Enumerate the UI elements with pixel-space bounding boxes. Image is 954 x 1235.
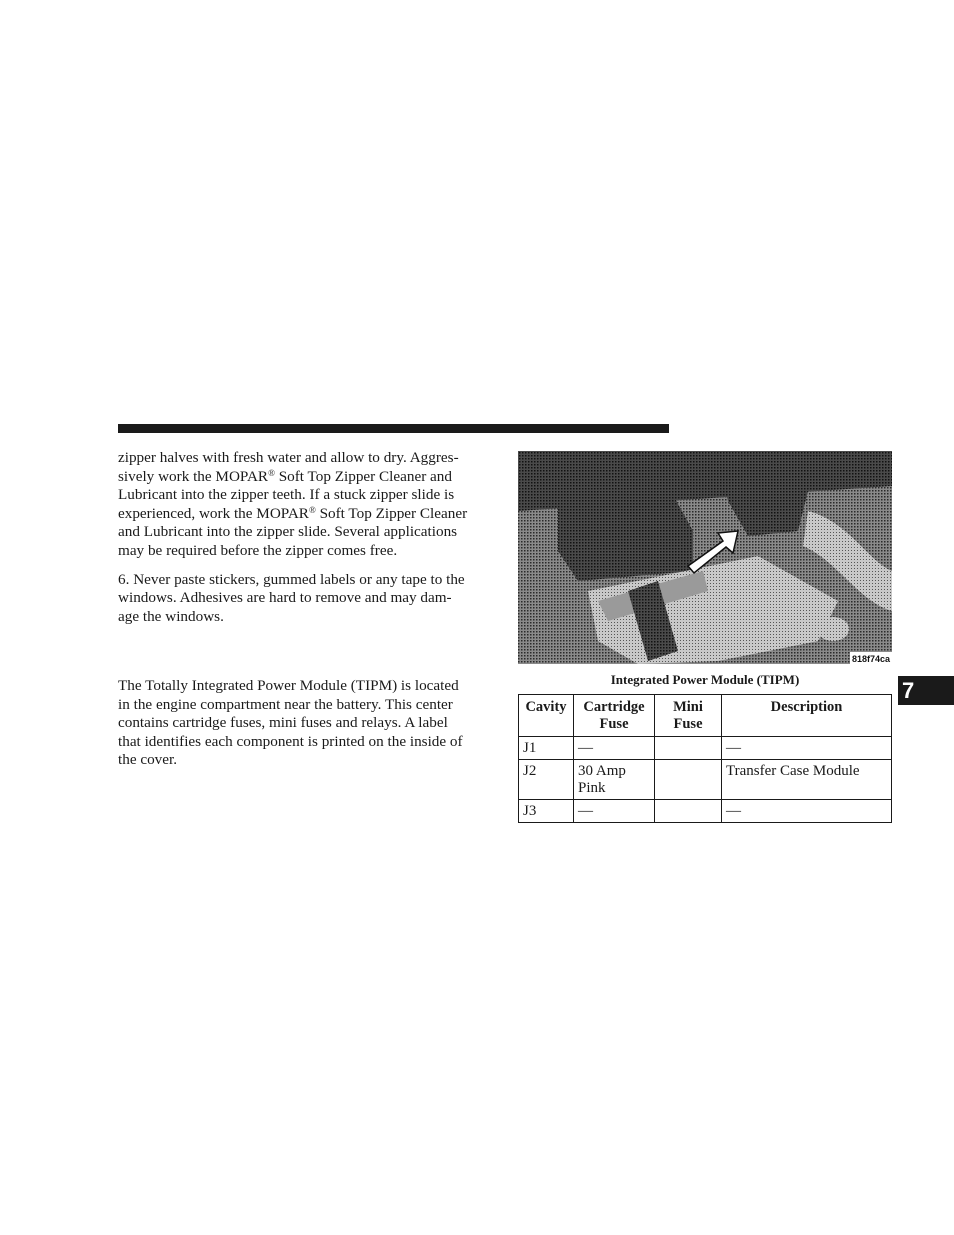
table-header-row — [519, 695, 892, 737]
header-cavity: Cavity — [519, 695, 574, 737]
cell-cartridge: 30 Amp Pink — [574, 760, 655, 800]
section-rule — [118, 424, 669, 433]
cell-description: — — [722, 800, 892, 823]
table-row — [519, 737, 892, 760]
header-cartridge-fuse: Cartridge Fuse — [574, 695, 655, 737]
figure-code-label: 818f74ca — [852, 654, 891, 664]
cell-mini — [655, 737, 722, 760]
paragraph-zipper-cleaning: zipper halves with fresh water and allow to dry. Aggres- sively work the MOPAR® Soft Top Zipper Cleaner and Lubricant into the zipper teeth. If a stuck zipper slide is experienced, work the MOPAR® Soft Top Zipper Cleaner and Lubricant into the zipper slide. Several applications may be required before the zipper comes free. — [118, 449, 468, 559]
table-row — [519, 800, 892, 823]
cell-cavity: J2 — [519, 760, 574, 800]
cell-mini — [655, 760, 722, 800]
figure-caption: Integrated Power Module (TIPM) — [610, 672, 800, 687]
cell-cavity: J3 — [519, 800, 574, 823]
tipm-engine-photo — [518, 451, 892, 664]
fuse-table — [518, 694, 892, 823]
cell-cavity: J1 — [519, 737, 574, 760]
cell-cartridge: — — [574, 737, 655, 760]
table-row — [519, 760, 892, 800]
paragraph-tipm-location: The Totally Integrated Power Module (TIPM) is located in the engine compartment near the battery. This center contains cartridge fuses, mini fuses and relays. A label that identifies each component is printed on the inside of the cover. — [118, 677, 463, 769]
cell-cartridge: — — [574, 800, 655, 823]
section-tab: 7 — [898, 676, 954, 705]
cell-mini — [655, 800, 722, 823]
cell-description: Transfer Case Module — [722, 760, 892, 800]
paragraph-stickers-warning: 6. Never paste stickers, gummed labels or any tape to the windows. Adhesives are hard to remove and may dam- age the windows. — [118, 570, 465, 625]
cell-description: — — [722, 737, 892, 760]
header-mini-fuse: Mini Fuse — [655, 695, 722, 737]
header-description: Description — [722, 695, 892, 737]
body-text-column — [118, 449, 492, 769]
